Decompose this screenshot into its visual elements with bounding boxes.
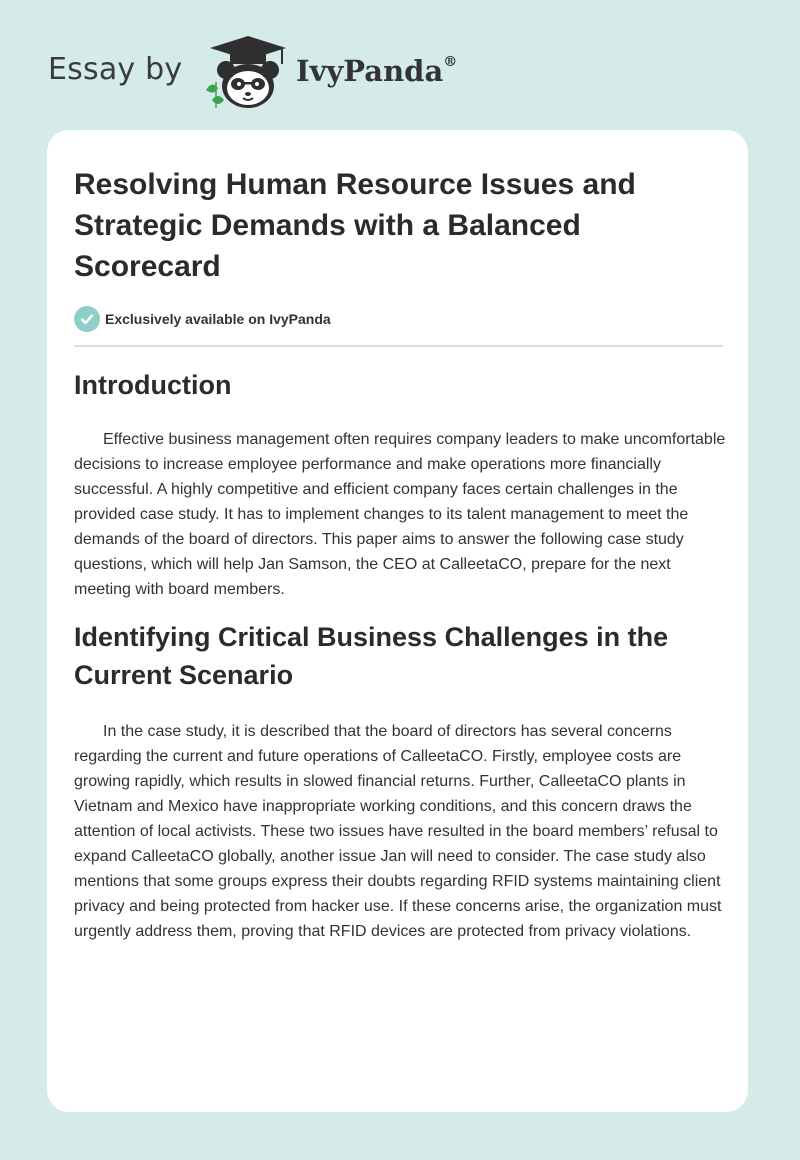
section-paragraph-introduction: Effective business management often requires company leaders to make uncomfortable decisions to increase employee performance and make operations more financially successful. A highly competitive and efficient company faces certain challenges in the provided case study. It has to implement changes to its talent management to meet the demands of the board of directors. This paper aims to answer the following case study questions, which will help Jan Samson, the CEO at CalleetaCO, prepare for the next meeting with board members. bbox=[74, 431, 726, 598]
essay-title: Resolving Human Resource Issues and Strategic Demands with a Balanced Scorecard bbox=[74, 168, 636, 283]
check-badge-icon bbox=[74, 306, 100, 332]
section-heading-challenges: Identifying Critical Business Challenges in the Current Scenario bbox=[74, 622, 669, 690]
essay-by-label: Essay by bbox=[48, 52, 183, 87]
registered-mark: ® bbox=[443, 54, 458, 71]
section-paragraph-challenges: In the case study, it is described that the board of directors has several concerns regarding the current and future operations of CalleetaCO. Firstly, employee costs are growing rapidly, which results in slowed financial returns. Further, CalleetaCO plants in Vietnam and Mexico have inappropriate working conditions, and this concern draws the attention of local activists. These two issues have resulted in the board members’ refusal to expand CalleetaCO globally, another issue Jan will need to consider. The case study also mentions that some groups express their doubts regarding RFID systems maintaining client privacy and being protected from hacker use. If these concerns arise, the organization must urgently address them, proving that RFID devices are protected from privacy violations. bbox=[74, 723, 722, 940]
divider bbox=[74, 345, 723, 347]
exclusive-label: Exclusively available on IvyPanda bbox=[105, 311, 331, 327]
panda-logo-icon[interactable] bbox=[202, 34, 292, 110]
site-header bbox=[48, 34, 508, 110]
exclusive-badge bbox=[74, 306, 331, 332]
essay-card bbox=[47, 130, 748, 1112]
section-heading-introduction: Introduction bbox=[74, 370, 232, 400]
brand-name[interactable]: IvyPanda® bbox=[296, 54, 458, 88]
